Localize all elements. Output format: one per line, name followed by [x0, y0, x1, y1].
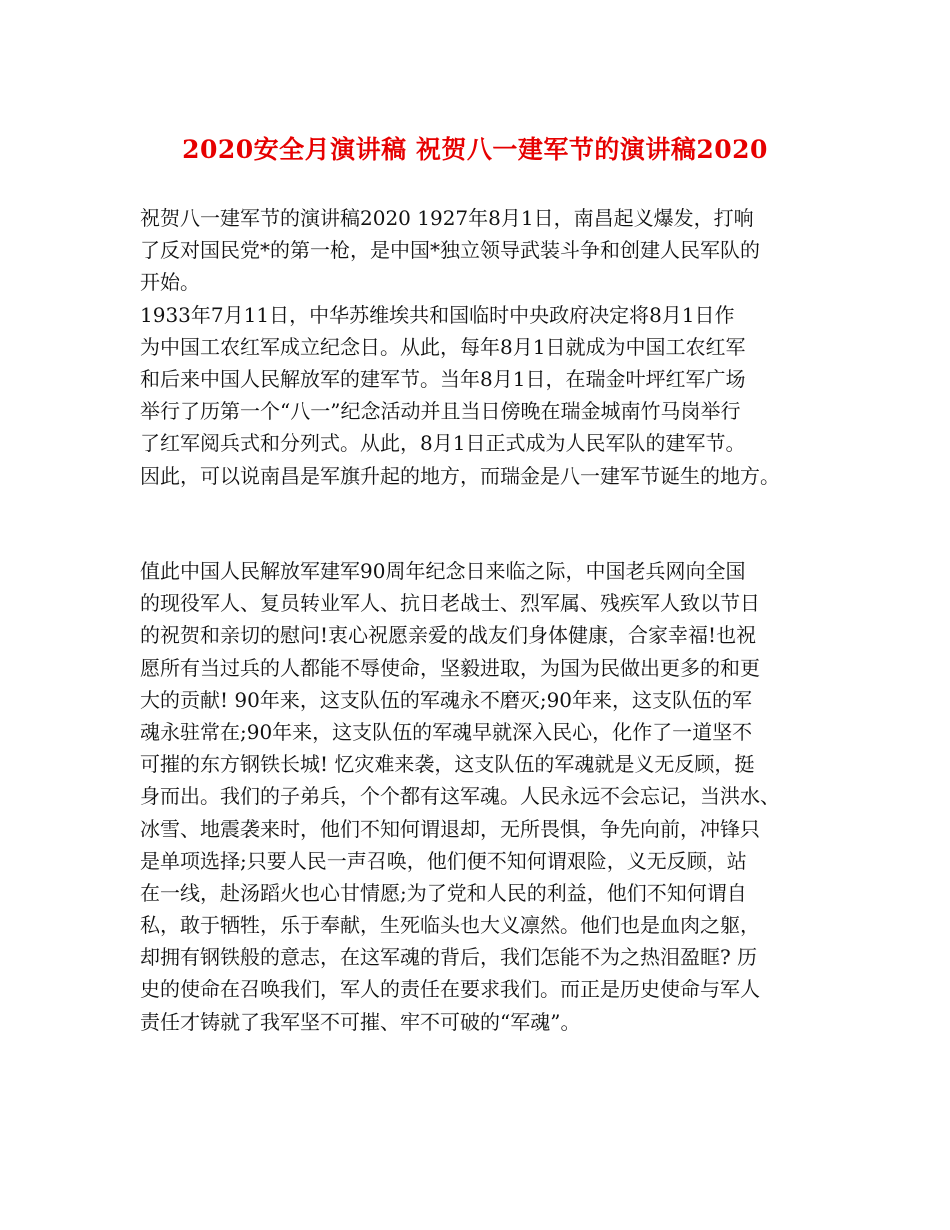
paragraph-1-line: 了红军阅兵式和分列式。从此，8月1日正式成为人民军队的建军节。 — [140, 431, 746, 456]
paragraph-2-line: 大的贡献! 90年来，这支队伍的军魂永不磨灭;90年来，这支队伍的军 — [140, 687, 753, 712]
paragraph-1-line: 开始。 — [140, 270, 200, 295]
paragraph-1-line: 为中国工农红军成立纪念日。从此，每年8月1日就成为中国工农红军 — [140, 334, 746, 359]
paragraph-1-line: 祝贺八一建军节的演讲稿2020 1927年8月1日，南昌起义爆发，打响 — [140, 206, 754, 230]
document-title: 2020安全月演讲稿 祝贺八一建军节的演讲稿2020 — [182, 135, 768, 164]
paragraph-2-line: 的祝贺和亲切的慰问!衷心祝愿亲爱的战友们身体健康，合家幸福!也祝 — [140, 623, 757, 648]
paragraph-2-line: 却拥有钢铁般的意志，在这军魂的背后，我们怎能不为之热泪盈眶? 历 — [140, 945, 758, 970]
paragraph-2-line: 愿所有当过兵的人都能不辱使命，坚毅进取，为国为民做出更多的和更 — [140, 655, 760, 680]
paragraph-2-line: 可摧的东方钢铁长城! 忆灾难来袭，这支队伍的军魂就是义无反顾，挺 — [140, 752, 755, 777]
paragraph-1-line: 举行了历第一个“八一”纪念活动并且当日傍晚在瑞金城南竹马岗举行 — [140, 399, 741, 424]
paragraph-1-line: 因此，可以说南昌是军旗升起的地方，而瑞金是八一建军节诞生的地方。 — [140, 463, 780, 488]
paragraph-1-line: 和后来中国人民解放军的建军节。当年8月1日，在瑞金叶坪红军广场 — [140, 366, 746, 391]
paragraph-2-line: 身而出。我们的子弟兵，个个都有这军魂。人民永远不会忘记，当洪水、 — [140, 784, 780, 809]
paragraph-2-line: 是单项选择;只要人民一声召唤，他们便不知何谓艰险，义无反顾，站 — [140, 848, 747, 873]
paragraph-2 — [140, 555, 830, 1038]
paragraph-1 — [140, 202, 830, 492]
paragraph-1-line: 1933年7月11日，中华苏维埃共和国临时中央政府决定将8月1日作 — [140, 302, 735, 327]
paragraph-2-line: 冰雪、地震袭来时，他们不知何谓退却，无所畏惧，争先向前，冲锋只 — [140, 816, 760, 841]
paragraph-2-line: 史的使命在召唤我们，军人的责任在要求我们。而正是历史使命与军人 — [140, 977, 760, 1002]
paragraph-2-line: 的现役军人、复员转业军人、抗日老战士、烈军属、残疾军人致以节日 — [140, 591, 760, 616]
paragraph-2-line: 私，敢于牺牲，乐于奉献，生死临头也大义凛然。他们也是血肉之躯， — [140, 913, 760, 938]
paragraph-1-line: 了反对国民党*的第一枪，是中国*独立领导武装斗争和创建人民军队的 — [140, 238, 760, 263]
paragraph-2-line: 值此中国人民解放军建军90周年纪念日来临之际，中国老兵网向全国 — [140, 559, 746, 583]
paragraph-2-line: 魂永驻常在;90年来，这支队伍的军魂早就深入民心，化作了一道坚不 — [140, 719, 753, 744]
paragraph-2-line: 责任才铸就了我军坚不可摧、牢不可破的“军魂”。 — [140, 1009, 581, 1034]
paragraph-2-line: 在一线，赴汤蹈火也心甘情愿;为了党和人民的利益，他们不知何谓自 — [140, 880, 747, 905]
